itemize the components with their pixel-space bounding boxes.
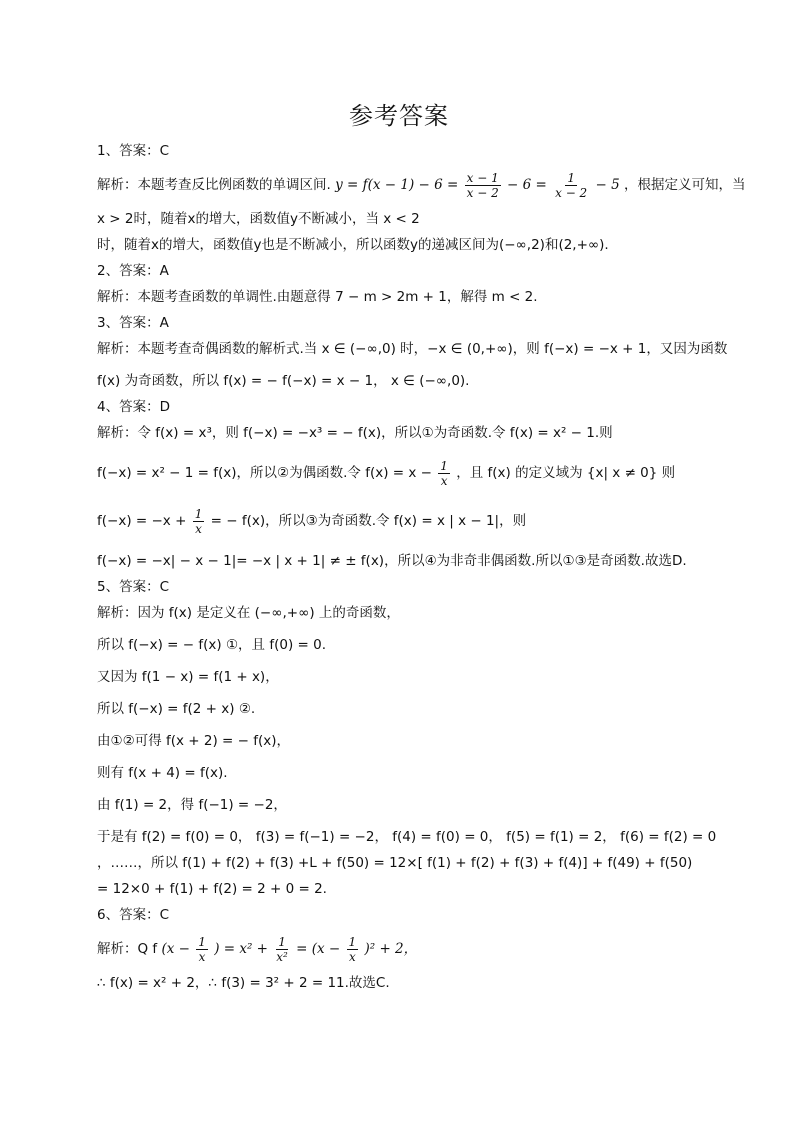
q1-math-3: − 5	[595, 177, 620, 193]
answer-sheet	[97, 96, 746, 993]
q1-line-1	[97, 167, 746, 203]
q2-answer: 2、答案：A	[97, 263, 169, 279]
q6-fraction-2: $\frac{1}{\text{x²}}$	[276, 934, 288, 964]
q1-fraction-1: $\frac{x - 1}{x - 2}$	[466, 170, 499, 200]
q6-math-1c: ) = x² +	[214, 941, 268, 957]
page-title: 参考答案	[349, 102, 449, 130]
q6-fraction-3: $\frac{1}{x}$	[348, 934, 357, 964]
q6-text-1a: 解析：Q f	[97, 941, 158, 957]
q4-text-3a: f(−x) = −x +	[97, 513, 187, 529]
q5-line-6: 则有 f(x + 4) = f(x).	[97, 765, 228, 781]
q1-text-2: ，根据定义可知，当	[624, 177, 746, 193]
q5-line-9: ，……，所以 f(1) + f(2) + f(3) +L + f(50) = 12×[ f(1) + f(2) + f(3) + f(4)] + f(49) + f(50)	[97, 855, 693, 871]
q6-math-1e: (x −	[311, 941, 341, 957]
q5-line-5: 由①②可得 f(x + 2) = − f(x)，	[97, 733, 291, 749]
q4-answer: 4、答案：D	[97, 399, 170, 415]
q1-line-2: x > 2时，随着x的增大，函数值y不断减小，当 x < 2	[97, 211, 420, 227]
q5-line-2: 所以 f(−x) = − f(x) ①，且 f(0) = 0.	[97, 637, 326, 653]
q4-text-2b: ，且 f(x) 的定义域为 {x| x ≠ 0} 则	[456, 465, 676, 481]
q5-line-7: 由 f(1) = 2，得 f(−1) = −2，	[97, 797, 287, 813]
q6-line-2: ∴ f(x) = x² + 2，∴ f(3) = 3² + 2 = 11.故选C.	[97, 975, 390, 991]
q4-fraction-2: $\frac{1}{x}$	[194, 506, 203, 536]
q6-answer: 6、答案：C	[97, 907, 170, 923]
q6-math-1f: )² + 2，	[364, 941, 418, 957]
q5-line-4: 所以 f(−x) = f(2 + x) ②.	[97, 701, 256, 717]
q3-line-2: f(x) 为奇函数，所以 f(x) = − f(−x) = x − 1， x ∈ (−∞,0).	[97, 373, 470, 389]
q1-math: y = f(x − 1) − 6 =	[335, 177, 459, 193]
q2-line-1: 解析：本题考查函数的单调性.由题意得 7 − m > 2m + 1，解得 m < 2.	[97, 289, 538, 305]
q5-line-8: 于是有 f(2) = f(0) = 0， f(3) = f(−1) = −2， f(4) = f(0) = 0， f(5) = f(1) = 2， f(6) = f(2) = 0	[97, 829, 717, 845]
q4-line-4: f(−x) = −x| − x − 1|= −x | x + 1| ≠ ± f(x)，所以④为非奇非偶函数.所以①③是奇函数.故选D.	[97, 553, 687, 569]
q1-math-2: − 6 =	[507, 177, 547, 193]
q6-line-1	[97, 931, 697, 967]
q5-answer: 5、答案：C	[97, 579, 170, 595]
q4-text-2a: f(−x) = x² − 1 = f(x)，所以②为偶函数.令 f(x) = x −	[97, 465, 432, 481]
q6-fraction-1: $\frac{1}{x}$	[198, 934, 206, 964]
q1-answer: 1、答案：C	[97, 143, 170, 159]
q4-text-3b: = − f(x)，所以③为奇函数.令 f(x) = x | x − 1|，则	[210, 513, 527, 529]
q5-line-10: = 12×0 + f(1) + f(2) = 2 + 0 = 2.	[97, 881, 327, 897]
q4-line-2	[97, 455, 697, 491]
q4-fraction-1: $\frac{1}{x}$	[440, 458, 448, 488]
q3-line-1: 解析：本题考查奇偶函数的解析式.当 x ∈ (−∞,0) 时，−x ∈ (0,+∞)，则 f(−x) = −x + 1，又因为函数	[97, 341, 728, 357]
q6-math-1d: =	[296, 941, 308, 957]
q1-text: 解析：本题考查反比例函数的单调区间.	[97, 177, 331, 193]
q1-fraction-2: $\frac{1}{x - 2}$	[555, 170, 588, 200]
q5-line-3: 又因为 f(1 − x) = f(1 + x)，	[97, 669, 279, 685]
q4-line-1: 解析：令 f(x) = x³，则 f(−x) = −x³ = − f(x)，所以①为奇函数.令 f(x) = x² − 1.则	[97, 425, 613, 441]
q4-line-3	[97, 503, 697, 539]
q3-answer: 3、答案：A	[97, 315, 169, 331]
q1-line-3: 时，随着x的增大，函数值y也是不断减小，所以函数y的递减区间为(−∞,2)和(2,+∞).	[97, 237, 609, 253]
q5-line-1: 解析：因为 f(x) 是定义在 (−∞,+∞) 上的奇函数，	[97, 605, 400, 621]
q6-math-1b: (x −	[161, 941, 190, 957]
